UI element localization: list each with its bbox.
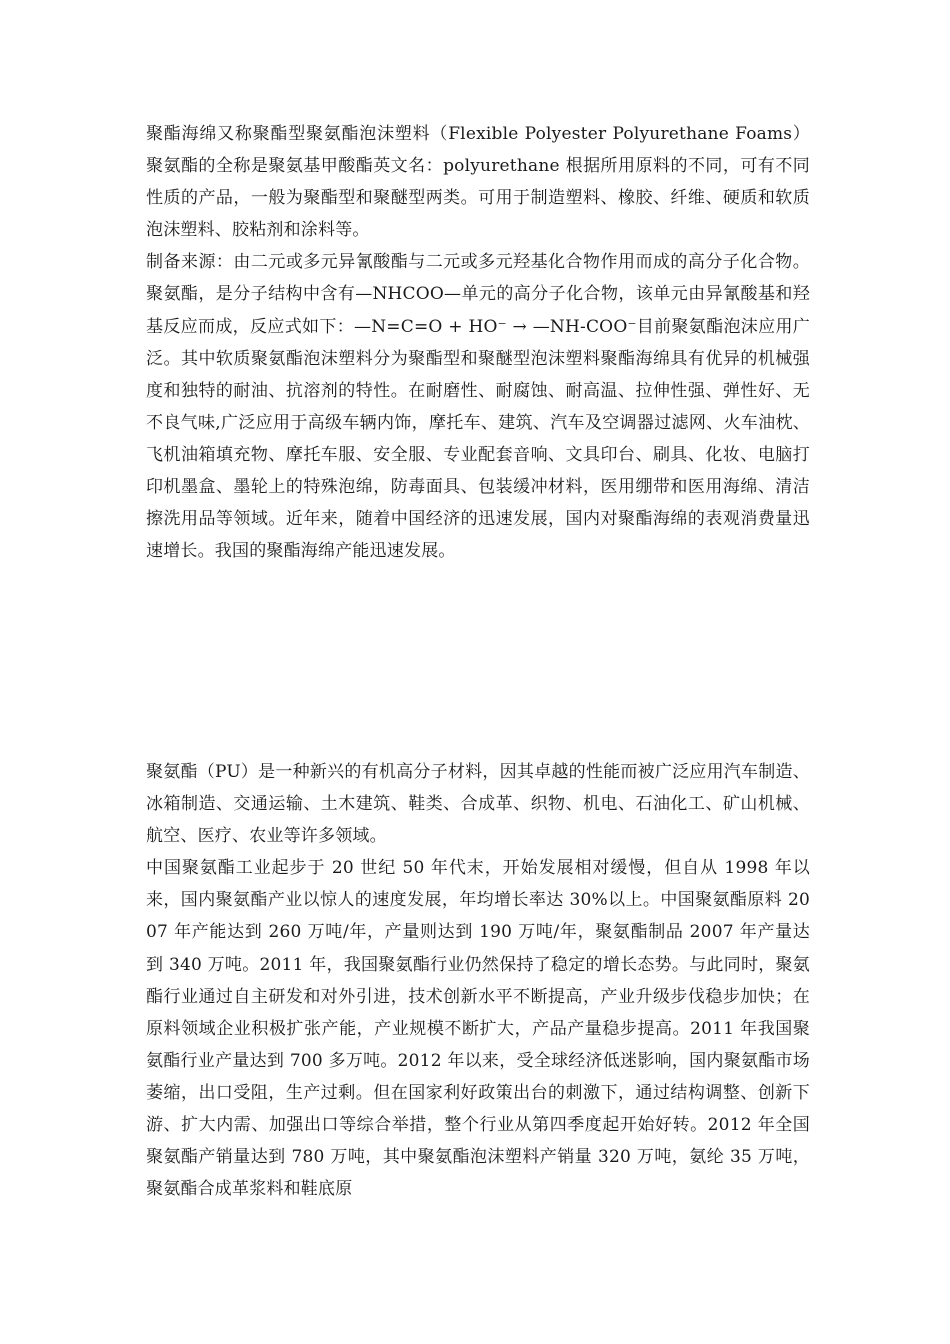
paragraph-intro: 聚酯海绵又称聚酯型聚氨酯泡沫塑料（Flexible Polyester Polyurethane Foams）聚氨酯的全称是聚氨基甲酸酯英文名：polyurethane 根据所用原料的不同，可有不同性质的产品，一般为聚酯型和聚醚型两类。可用于制造塑料、橡胶、纤维、硬质和软质泡沫塑料、胶粘剂和涂料等。	[146, 124, 810, 241]
text-section-polyurethane-industry	[146, 756, 810, 1205]
paragraph-pu-industry: 中国聚氨酯工业起步于 20 世纪 50 年代末，开始发展相对缓慢，但自从 1998 年以来，国内聚氨酯产业以惊人的速度发展，年均增长率达 30%以上。中国聚氨酯原料 2007 年产能达到 260 万吨/年，产量则达到 190 万吨/年，聚氨酯制品 2007 年产量达到 340 万吨。2011 年，我国聚氨酯行业仍然保持了稳定的增长态势。与此同时，聚氨酯行业通过自主研发和对外引进，技术创新水平不断提高，产业升级步伐稳步加快；在原料领域企业积极扩张产能，产业规模不断扩大，产品产量稳步提高。2011 年我国聚氨酯行业产量达到 700 多万吨。2012 年以来，受全球经济低迷影响，国内聚氨酯市场萎缩，出口受阻，生产过剩。但在国家利好政策出台的刺激下，通过结构调整、创新下游、扩大内需、加强出口等综合举措，整个行业从第四季度起开始好转。2012 年全国聚氨酯产销量达到 780 万吨，其中聚氨酯泡沫塑料产销量 320 万吨，氨纶 35 万吨，聚氨酯合成革浆料和鞋底原	[146, 858, 810, 1200]
paragraph-preparation: 制备来源：由二元或多元异氰酸酯与二元或多元羟基化合物作用而成的高分子化合物。聚氨酯，是分子结构中含有—NHCOO—单元的高分子化合物，该单元由异氰酸基和羟基反应而成，反应式如下：—N=C=O + HO⁻ → —NH-COO⁻目前聚氨酯泡沫应用广泛。其中软质聚氨酯泡沫塑料分为聚酯型和聚醚型泡沫塑料聚酯海绵具有优异的机械强度和独特的耐油、抗溶剂的特性。在耐磨性、耐腐蚀、耐高温、拉伸性强、弹性好、无不良气味,广泛应用于高级车辆内饰，摩托车、建筑、汽车及空调器过滤网、火车油枕、飞机油箱填充物、摩托车服、安全服、专业配套音响、文具印台、刷具、化妆、电脑打印机墨盒、墨轮上的特殊泡绵，防毒面具、包装缓冲材料，医用绷带和医用海绵、清洁擦洗用品等领域。近年来，随着中国经济的迅速发展，国内对聚酯海绵的表观消费量迅速增长。我国的聚酯海绵产能迅速发展。	[146, 252, 810, 562]
text-section-polyester-sponge	[146, 118, 810, 567]
paragraph-pu-overview: 聚氨酯（PU）是一种新兴的有机高分子材料，因其卓越的性能而被广泛应用汽车制造、冰箱制造、交通运输、土木建筑、鞋类、合成革、织物、机电、石油化工、矿山机械、航空、医疗、农业等许多领域。	[146, 762, 810, 847]
